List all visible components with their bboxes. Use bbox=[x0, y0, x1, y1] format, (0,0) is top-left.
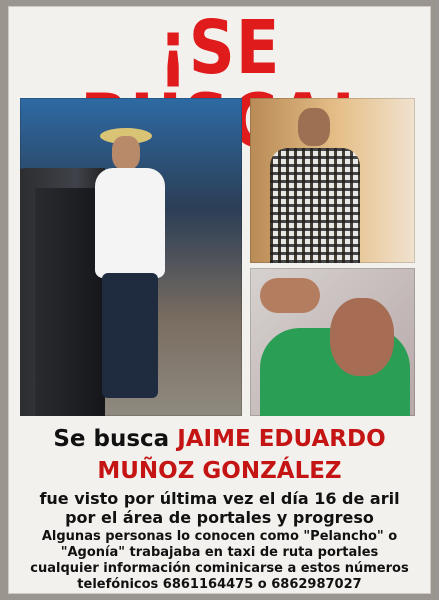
name-line-1 bbox=[8, 426, 431, 452]
head-shape bbox=[330, 298, 394, 376]
last-seen-line-1: fue visto por última vez el día 16 de aril bbox=[39, 489, 400, 508]
person-figure bbox=[90, 128, 190, 408]
photo-bottom-right-closeup bbox=[250, 268, 415, 416]
name-line-2: MUÑOZ GONZÁLEZ bbox=[97, 458, 342, 484]
white-shirt-shape bbox=[95, 168, 165, 278]
plaid-shirt-shape bbox=[270, 148, 360, 263]
info-line: cualquier información cominicarse a estos números bbox=[30, 561, 409, 576]
missing-person-poster bbox=[8, 6, 431, 594]
work-line: "Agonía" trabajaba en taxi de ruta portales bbox=[60, 545, 379, 560]
nickname-line: Algunas personas lo conocen como "Pelancho" o bbox=[41, 529, 398, 544]
photo-top-right-selfie bbox=[250, 98, 415, 263]
headline: ¡SE bbox=[158, 6, 281, 92]
head-shape bbox=[112, 136, 140, 170]
thumbs-up-hand-icon bbox=[260, 278, 320, 313]
name-first: JAIME EDUARDO bbox=[177, 426, 386, 452]
pants-shape bbox=[102, 273, 158, 398]
photo-left-full-body bbox=[20, 98, 242, 416]
phones-line: telefónicos 6861164475 o 6862987027 bbox=[77, 577, 362, 592]
head-shape bbox=[298, 108, 330, 146]
name-lead: Se busca bbox=[53, 426, 170, 452]
last-seen-line-2: por el área de portales y progreso bbox=[65, 508, 374, 527]
